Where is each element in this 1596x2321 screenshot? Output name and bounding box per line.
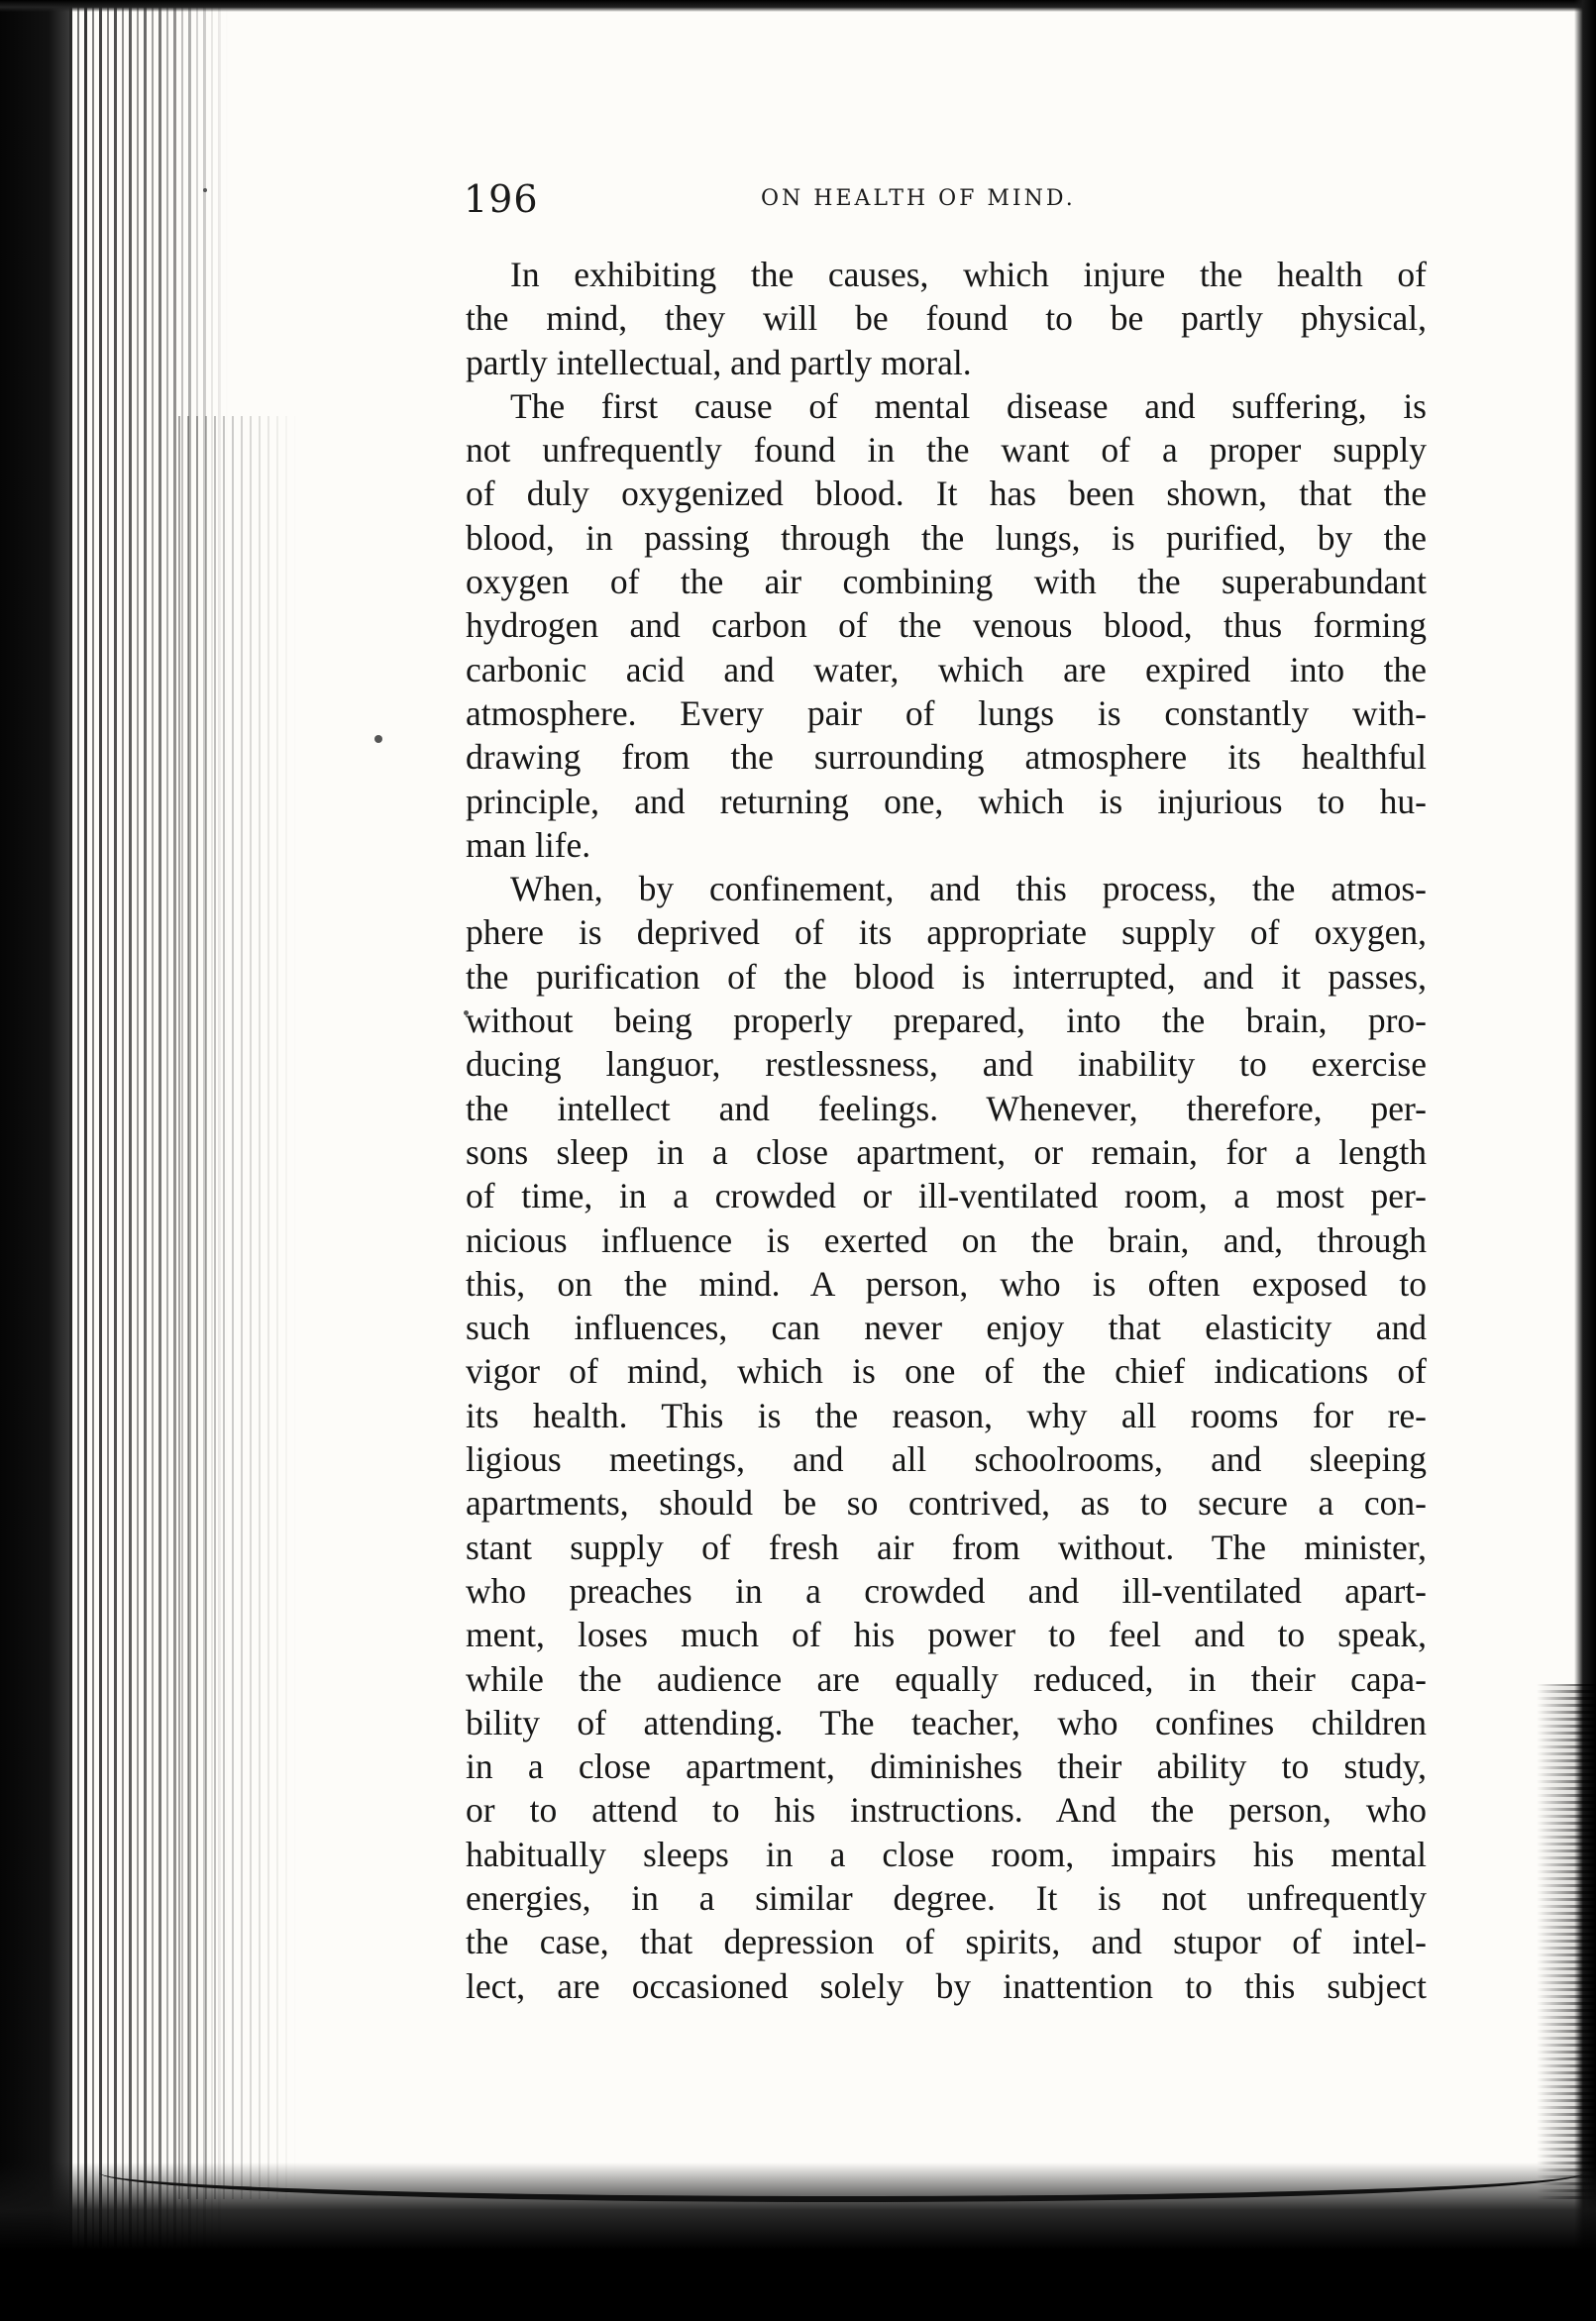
text-line: the purification of the blood is interrupted, and it passes,	[466, 956, 1427, 997]
page-header	[464, 174, 1435, 234]
dust-speck	[374, 735, 382, 743]
text-line: lect, are occasioned solely by inattention to this subject	[466, 1965, 1427, 2006]
text-line: energies, in a similar degree. It is not unfrequently	[466, 1877, 1427, 1918]
text-line: In exhibiting the causes, which injure the health of	[510, 255, 1427, 294]
running-head: ON HEALTH OF MIND.	[761, 186, 1076, 211]
text-line: principle, and returning one, which is injurious to hu-	[466, 781, 1427, 821]
text-line: ligious meetings, and all schoolrooms, and sleeping	[466, 1439, 1427, 1480]
page-curl-line	[99, 2137, 1585, 2202]
text-line: or to attend to his instructions. And the person, who	[466, 1790, 1427, 1831]
text-line: stant supply of fresh air from without. The minister,	[466, 1527, 1427, 1567]
text-line: not unfrequently found in the want of a proper supply	[466, 430, 1427, 471]
text-line: such influences, can never enjoy that elasticity and	[466, 1308, 1427, 1348]
text-line: When, by confinement, and this process, the atmos-	[510, 869, 1427, 909]
dust-speck	[203, 188, 207, 192]
page-number: 196	[464, 177, 539, 221]
text-line: habitually sleeps in a close room, impairs his mental	[466, 1834, 1427, 1874]
text-line: the case, that depression of spirits, and stupor of intel-	[466, 1922, 1427, 1962]
text-line: of time, in a crowded or ill-ventilated room, a most per-	[466, 1176, 1427, 1216]
text-line: the mind, they will be found to be partly physical,	[466, 298, 1427, 339]
text-line: drawing from the surrounding atmosphere its healthful	[466, 737, 1427, 778]
text-line: partly intellectual, and partly moral.	[466, 342, 972, 382]
right-edge-page-stack	[1537, 1684, 1596, 2199]
text-line: bility of attending. The teacher, who confines children	[466, 1702, 1427, 1742]
gutter-bleed-through	[178, 416, 297, 2199]
text-line: oxygen of the air combining with the superabundant	[466, 562, 1427, 602]
text-line: the intellect and feelings. Whenever, therefore, per-	[466, 1088, 1427, 1128]
text-line: sons sleep in a close apartment, or remain, for a length	[466, 1131, 1427, 1172]
binding-shadow	[0, 0, 69, 2321]
text-line: man life.	[466, 824, 591, 865]
text-line: who preaches in a crowded and ill-ventilated apart-	[466, 1570, 1427, 1611]
text-line: nicious influence is exerted on the brain, and, through	[466, 1219, 1427, 1260]
text-line: without being properly prepared, into the brain, pro-	[466, 1001, 1427, 1041]
text-line: hydrogen and carbon of the venous blood, thus forming	[466, 605, 1427, 646]
body-text	[466, 253, 1427, 2008]
text-line: blood, in passing through the lungs, is purified, by the	[466, 517, 1427, 558]
text-line: while the audience are equally reduced, in their capa-	[466, 1658, 1427, 1699]
top-edge-shadow	[0, 0, 1596, 12]
text-line: of duly oxygenized blood. It has been shown, that the	[466, 474, 1427, 514]
text-line: apartments, should be so contrived, as to secure a con-	[466, 1483, 1427, 1524]
text-line: vigor of mind, which is one of the chief indications of	[466, 1351, 1427, 1392]
text-line: ment, loses much of his power to feel and to speak,	[466, 1615, 1427, 1655]
text-line: The first cause of mental disease and suffering, is	[510, 385, 1427, 426]
text-line: its health. This is the reason, why all rooms for re-	[466, 1395, 1427, 1435]
text-line: atmosphere. Every pair of lungs is constantly with-	[466, 692, 1427, 733]
text-line: phere is deprived of its appropriate supply of oxygen,	[466, 912, 1427, 953]
text-line: carbonic acid and water, which are expired into the	[466, 649, 1427, 689]
text-line: in a close apartment, diminishes their ability to study,	[466, 1746, 1427, 1787]
text-line: ducing languor, restlessness, and inability to exercise	[466, 1044, 1427, 1085]
text-line: this, on the mind. A person, who is often exposed to	[466, 1263, 1427, 1304]
